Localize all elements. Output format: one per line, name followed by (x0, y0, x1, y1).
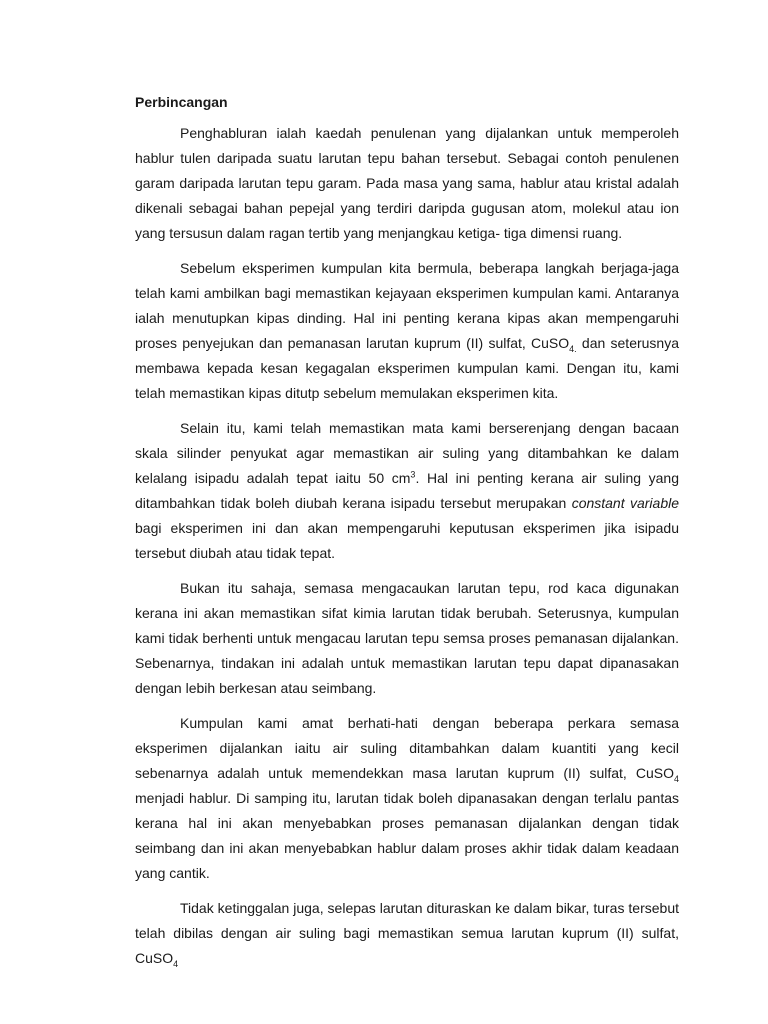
paragraph-2-text-a: Sebelum eksperimen kumpulan kita bermula, beberapa langkah berjaga-jaga telah kami ambilkan bagi memastikan kejayaan eksperimen kumpulan kami. Antaranya ialah menutupkan kipas dinding. Hal ini penting kerana kipas akan mempengaruhi proses penyejukan dan pemanasan larutan kuprum (II) sulfat, CuSO (135, 260, 679, 351)
paragraph-5-text-a: Kumpulan kami amat berhati-hati dengan beberapa perkara semasa eksperimen dijalankan iaitu air suling ditambahkan dalam kuantiti yang kecil sebenarnya adalah untuk memendekkan masa larutan kuprum (II) sulfat, CuSO (135, 715, 679, 781)
paragraph-6 (135, 896, 679, 971)
paragraph-2-subscript: 4. (569, 343, 577, 354)
paragraph-1-text: Penghabluran ialah kaedah penulenan yang dijalankan untuk memperoleh hablur tulen daripada suatu larutan tepu bahan tersebut. Sebagai contoh penulenen garam daripada larutan tepu garam. Pada masa yang sama, hablur atau kristal adalah dikenali sebagai bahan pepejal yang terdiri daripda gugusan atom, molekul atau ion yang tersusun dalam ragan tertib yang menjangkau ketiga- tiga dimensi ruang. (135, 125, 679, 241)
paragraph-4-text: Bukan itu sahaja, semasa mengacaukan larutan tepu, rod kaca digunakan kerana ini akan memastikan sifat kimia larutan tidak berubah. Seterusnya, kumpulan kami tidak berhenti untuk mengacau larutan tepu semsa proses pemanasan dijalankan. Sebenarnya, tindakan ini adalah untuk memastikan larutan tepu dapat dipanasakan dengan lebih berkesan atau seimbang. (135, 580, 679, 696)
paragraph-3-text-c: bagi eksperimen ini dan akan mempengaruhi keputusan eksperimen jika isipadu tersebut diubah atau tidak tepat. (135, 520, 679, 561)
paragraph-6-text: Tidak ketinggalan juga, selepas larutan dituraskan ke dalam bikar, turas tersebut telah dibilas dengan air suling bagi memastikan semua larutan kuprum (II) sulfat, CuSO (135, 900, 679, 966)
paragraph-5 (135, 711, 679, 886)
paragraph-3-text-b: . Hal ini penting kerana air suling yang ditambahkan tidak boleh diubah kerana isipadu tersebut merupakan (135, 470, 680, 511)
paragraph-5-text-b: menjadi hablur. Di samping itu, larutan tidak boleh dipanasakan dengan terlalu pantas kerana hal ini akan menyebabkan proses pemanasan dijalankan dengan tidak seimbang dan ini akan menyebabkan hablur dalam proses akhir tidak dalam keadaan yang cantik. (135, 790, 679, 881)
paragraph-3-superscript: 3 (410, 469, 416, 480)
paragraph-3-text-a: Selain itu, kami telah memastikan mata kami berserenjang dengan bacaan skala silinder penyukat agar memastikan air suling yang ditambahkan ke dalam kelalang isipadu adalah tepat iaitu 50 cm (135, 420, 679, 486)
paragraph-1 (135, 121, 679, 246)
paragraph-3 (135, 416, 679, 566)
paragraph-3-italic-term: constant variable (571, 495, 679, 511)
paragraph-2-text-b: dan seterusnya membawa kepada kesan kegagalan eksperimen kumpulan kami. Dengan itu, kami telah memastikan kipas ditutp sebelum memulakan eksperimen kita. (135, 335, 679, 401)
paragraph-5-subscript: 4 (673, 773, 679, 784)
section-heading: Perbincangan (135, 94, 228, 110)
paragraph-6-subscript: 4 (173, 958, 179, 969)
paragraph-4 (135, 576, 679, 701)
paragraph-2 (135, 256, 679, 406)
